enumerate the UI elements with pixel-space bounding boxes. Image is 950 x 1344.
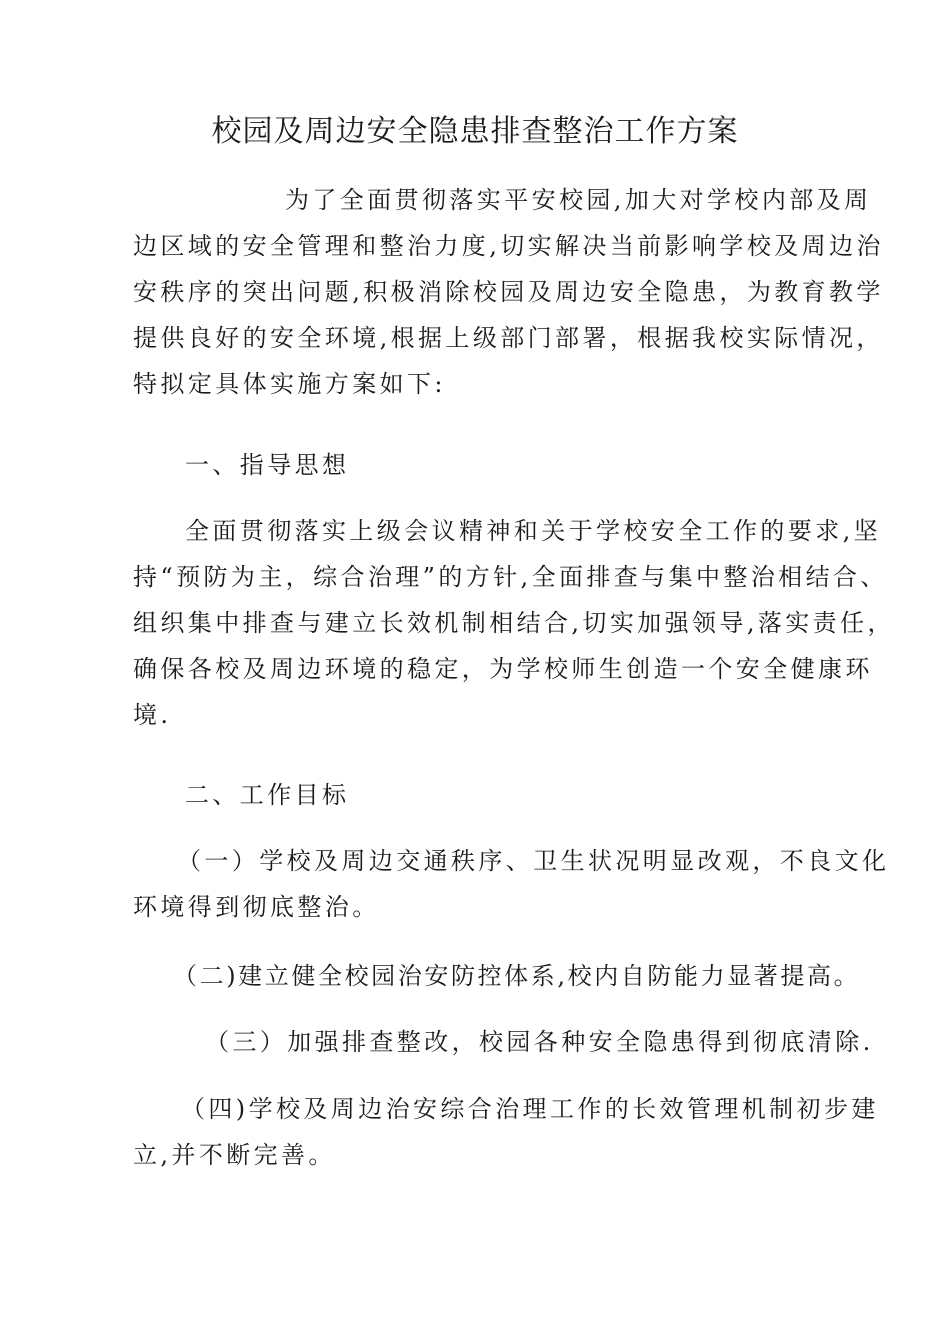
intro-line: 特拟定具体实施方案如下: [133,370,446,398]
section-heading-guiding-ideology [133,442,833,488]
section-heading-work-goals [133,772,833,818]
goal-line: （三）加强排查整改，校园各种安全隐患得到彻底清除. [205,1028,874,1056]
intro-paragraph [133,177,884,407]
intro-line: 边区域的安全管理和整治力度,切实解决当前影响学校及周边治 [133,232,884,260]
goal-item-3 [133,1019,874,1065]
body-line: 确保各校及周边环境的稳定，为学校师生创造一个安全健康环 [133,655,873,683]
goal-line: （一）学校及周边交通秩序、卫生状况明显改观，不良文化 [177,847,890,875]
goal-line: 立,并不断完善。 [133,1141,336,1169]
body-line: 组织集中排查与建立长效机制相结合,切实加强领导,落实责任， [133,609,895,637]
goal-line: （四)学校及周边治安综合治理工作的长效管理机制初步建 [181,1095,879,1123]
body-line: 全面贯彻落实上级会议精神和关于学校安全工作的要求,坚 [185,517,882,545]
section-heading-text: 二、工作目标 [185,781,350,809]
guiding-ideology-paragraph [133,508,895,738]
goal-item-1 [133,838,890,930]
document-title: 校园及周边安全隐患排查整治工作方案 [211,114,739,149]
body-line: 境. [133,701,172,729]
section-heading-text: 一、指导思想 [185,451,350,479]
goal-item-4 [133,1086,879,1178]
intro-line: 安秩序的突出问题,积极消除校园及周边安全隐患，为教育教学 [133,278,884,306]
goal-item-2 [133,953,861,999]
intro-line: 为了全面贯彻落实平安校园,加大对学校内部及周 [285,186,872,214]
goal-line: （二)建立健全校园治安防控体系,校内自防能力显著提高。 [173,962,861,990]
goal-line: 环境得到彻底整治。 [133,893,380,921]
body-line: 持“预防为主，综合治理”的方针,全面排查与集中整治相结合、 [133,563,888,591]
intro-line: 提供良好的安全环境,根据上级部门部署，根据我校实际情况， [133,324,884,352]
